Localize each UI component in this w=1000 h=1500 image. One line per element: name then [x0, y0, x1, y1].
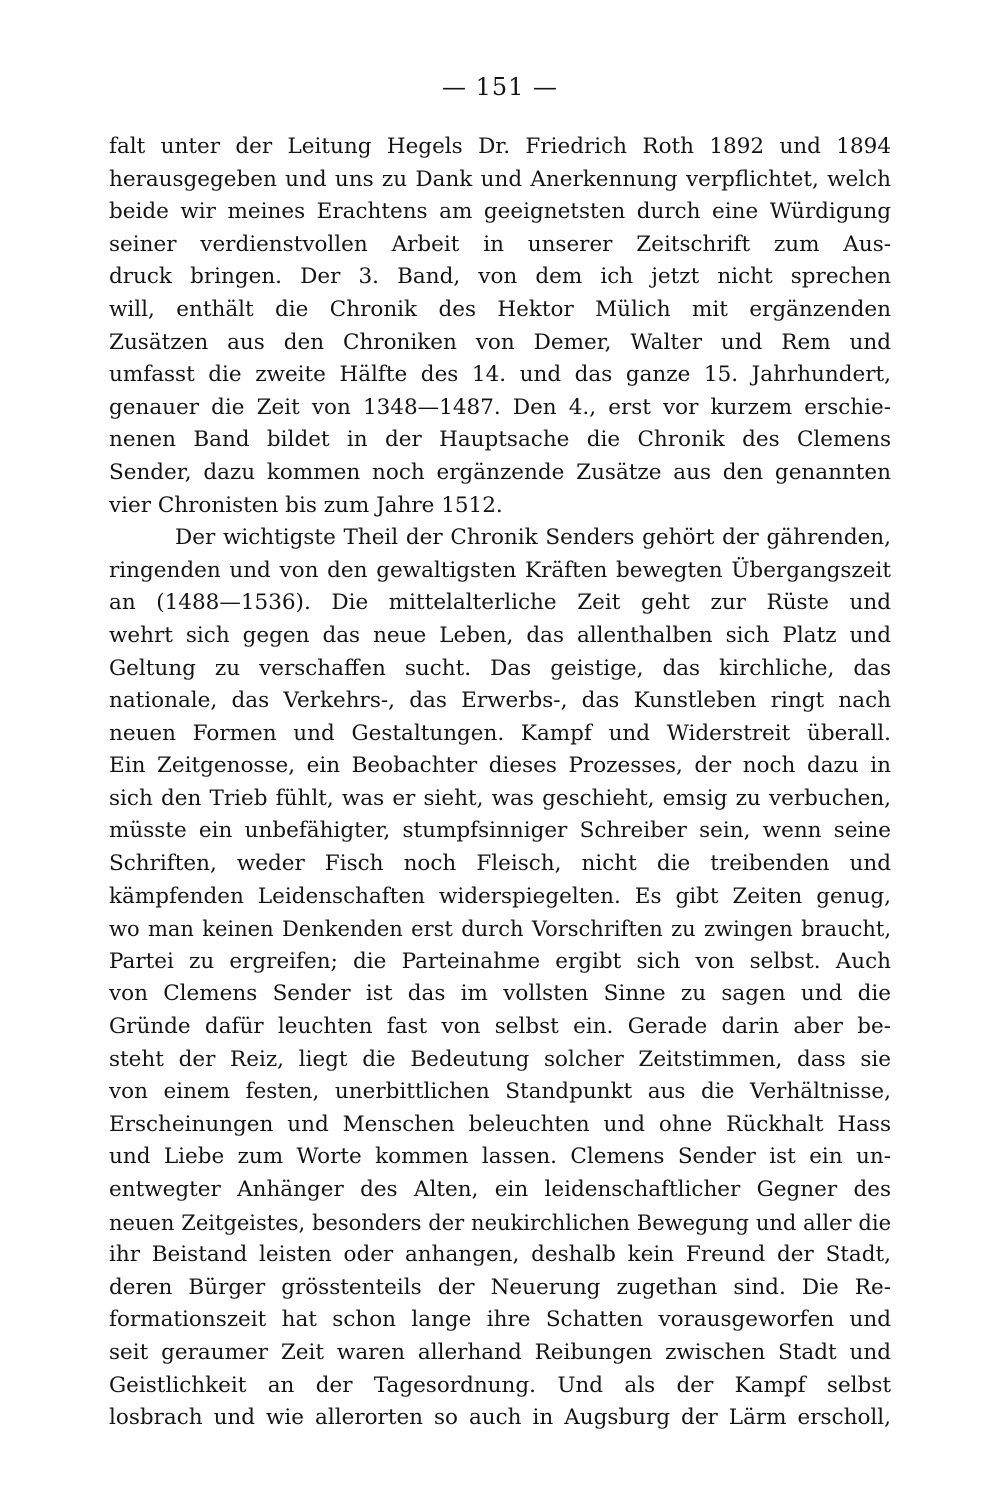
text-line: will, enthält die Chronik des Hektor Mülich mit ergänzenden	[109, 296, 891, 322]
text-line: neuen Formen und Gestaltungen. Kampf und Widerstreit überall.	[109, 720, 891, 746]
text-line: nenen Band bildet in der Hauptsache die Chronik des Clemens	[109, 427, 891, 453]
text-line: ringenden und von den gewaltigsten Kräften bewegten Übergangszeit	[109, 557, 891, 583]
text-line: wehrt sich gegen das neue Leben, das allenthalben sich Platz und	[109, 622, 891, 648]
text-line: sich den Trieb fühlt, was er sieht, was geschieht, emsig zu verbuchen,	[109, 785, 891, 811]
text-line: Sender, dazu kommen noch ergänzende Zusätze aus den genannten	[109, 459, 891, 485]
body-text	[109, 131, 891, 1435]
text-line: Ein Zeitgenosse, ein Beobachter dieses Prozesses, der noch dazu in	[109, 753, 891, 779]
text-line: druck bringen. Der 3. Band, von dem ich jetzt nicht sprechen	[109, 264, 891, 290]
text-line: neuen Zeitgeistes, besonders der neukirchlichen Bewegung und aller die	[109, 1210, 891, 1235]
text-line: losbrach und wie allerorten so auch in Augsburg der Lärm erscholl,	[109, 1405, 891, 1431]
text-line: nationale, das Verkehrs-, das Erwerbs-, das Kunstleben ringt nach	[109, 688, 891, 714]
text-line: Partei zu ergreifen; die Parteinahme ergibt sich von selbst. Auch	[109, 948, 891, 974]
text-line: und Liebe zum Worte kommen lassen. Clemens Sender ist ein un-	[109, 1144, 891, 1170]
text-line: herausgegeben und uns zu Dank und Anerkennung verpflichtet, welch	[109, 166, 891, 192]
paragraph-last-line: vier Chronisten bis zum Jahre 1512.	[109, 492, 503, 518]
text-line: Geistlichkeit an der Tagesordnung. Und als der Kampf selbst	[109, 1372, 891, 1398]
text-line: falt unter der Leitung Hegels Dr. Friedrich Roth 1892 und 1894	[109, 134, 891, 159]
text-line: formationszeit hat schon lange ihre Schatten vorausgeworfen und	[109, 1307, 891, 1333]
text-line: an (1488—1536). Die mittelalterliche Zeit geht zur Rüste und	[109, 590, 891, 616]
text-line: Gründe dafür leuchten fast von selbst ein. Gerade darin aber be-	[109, 1014, 891, 1040]
paragraph-first-line: Der wichtigste Theil der Chronik Senders gehört der gährenden,	[175, 525, 891, 551]
text-line: Schriften, weder Fisch noch Fleisch, nicht die treibenden und	[109, 851, 891, 877]
text-line: müsste ein unbefähigter, stumpfsinniger Schreiber sein, wenn seine	[109, 818, 891, 844]
page-number: — 151 —	[441, 73, 559, 101]
text-line: umfasst die zweite Hälfte des 14. und das ganze 15. Jahrhundert,	[109, 362, 891, 388]
text-line: Erscheinungen und Menschen beleuchten und ohne Rückhalt Hass	[109, 1111, 891, 1137]
text-line: seiner verdienstvollen Arbeit in unserer Zeitschrift zum Aus-	[109, 231, 891, 257]
text-line: von einem festen, unerbittlichen Standpunkt aus die Verhältnisse,	[109, 1079, 891, 1105]
text-line: entwegter Anhänger des Alten, ein leidenschaftlicher Gegner des	[109, 1177, 891, 1202]
text-line: steht der Reiz, liegt die Bedeutung solcher Zeitstimmen, dass sie	[109, 1046, 891, 1072]
text-line: kämpfenden Leidenschaften widerspiegelten. Es gibt Zeiten genug,	[109, 883, 891, 909]
text-line: ihr Beistand leisten oder anhangen, deshalb kein Freund der Stadt,	[109, 1242, 891, 1268]
text-line: genauer die Zeit von 1348—1487. Den 4., erst vor kurzem erschie-	[109, 394, 891, 420]
text-line: deren Bürger grösstenteils der Neuerung zugethan sind. Die Re-	[109, 1274, 891, 1300]
text-line: beide wir meines Erachtens am geeignetsten durch eine Würdigung	[109, 199, 891, 225]
text-line: seit geraumer Zeit waren allerhand Reibungen zwischen Stadt und	[109, 1339, 891, 1365]
text-line: Geltung zu verschaffen sucht. Das geistige, das kirchliche, das	[109, 655, 891, 681]
text-line: von Clemens Sender ist das im vollsten Sinne zu sagen und die	[109, 981, 891, 1007]
text-line: Zusätzen aus den Chroniken von Demer, Walter und Rem und	[109, 329, 891, 355]
text-line: wo man keinen Denkenden erst durch Vorschriften zu zwingen braucht,	[109, 917, 891, 942]
